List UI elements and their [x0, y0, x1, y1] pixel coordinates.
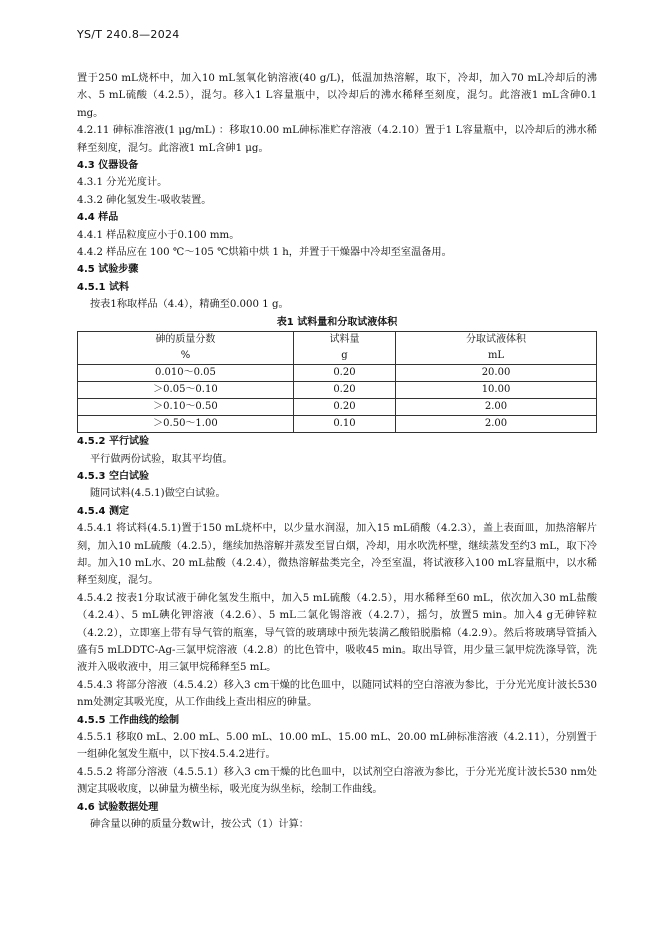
- clause-4-5-5-1: 4.5.5.1 移取0 mL、2.00 mL、5.00 mL、10.00 mL、15.00 mL、20.00 mL砷标准溶液（4.2.11），分别置于一组砷化氢发生瓶中，以下按4.5.4.2进行。: [77, 732, 597, 761]
- heading-4-5-4: 4.5.4 测定: [77, 505, 129, 517]
- clause-4-5-4-2: 4.5.4.2 按表1分取试液于砷化氢发生瓶中，加入5 mL硫酸（4.2.5），用水稀释至60 mL，依次加入30 mL盐酸（4.2.4）、5 mL碘化钾溶液（4.2.6）、5 mL二氯化锡溶液（4.2.7），摇匀，放置5 min。加入4 g无砷锌粒（4.2.2），立即塞上带有导气管的瓶塞，导气管的玻璃球中预先装满乙酸铅脱脂棉（4.2.9）。然后将玻璃导管插入盛有5 mLDDTC-Ag-三氯甲烷溶液（4.2.8）的比色管中，吸收45 min。取出导管，用少量三氯甲烷洗涤导管，洗液并入吸收液中，用三氯甲烷稀释至5 mL。: [77, 592, 597, 674]
- clause-4-6-text: 砷含量以砷的质量分数w计，按公式（1）计算：: [90, 819, 309, 831]
- heading-4-5: 4.5 试验步骤: [77, 264, 139, 276]
- clause-4-5-4-3: 4.5.4.3 将部分溶液（4.5.4.2）移入3 cm干燥的比色皿中，以随同试料的空白溶液为参比，于分光光度计波长530 nm处测定其吸光度，从工作曲线上查出相应的砷量。: [77, 679, 597, 709]
- heading-4-5-5: 4.5.5 工作曲线的绘制: [77, 714, 179, 726]
- paragraph-continued: 置于250 mL烧杯中，加入10 mL氢氧化钠溶液(40 g/L)，低温加热溶解，取下，冷却，加入70 mL冷却后的沸水、5 mL硫酸（4.2.5），混匀。移入1 L容量瓶中，以冷却后的沸水稀释至刻度，混匀。此溶液1 mL含砷0.1 mg。: [77, 73, 597, 119]
- clause-4-5-3-text: 随同试料(4.5.1)做空白试验。: [90, 488, 226, 500]
- table-cell: 2.00: [396, 399, 597, 416]
- table-row: [78, 365, 597, 382]
- heading-4-3: 4.3 仪器设备: [77, 160, 139, 172]
- clause-4-5-5-2: 4.5.5.2 将部分溶液（4.5.5.1）移入3 cm干燥的比色皿中，以试剂空白溶液为参比，于分光光度计波长530 nm处测定其吸收度，以砷量为横坐标，吸光度为纵坐标，绘制工作曲线。: [77, 766, 597, 796]
- heading-4-5-2: 4.5.2 平行试验: [77, 436, 149, 448]
- clause-4-2-11: 4.2.11 砷标准溶液(1 μg/mL) ：移取10.00 mL砷标准贮存溶液（4.2.10）置于1 L容量瓶中，以冷却后的沸水稀释至刻度，混匀。此溶液1 mL含砷1 μg。: [77, 125, 597, 154]
- table-cell: ＞0.50～1.00: [78, 416, 294, 433]
- table-cell: 10.00: [396, 382, 597, 399]
- table-cell: 0.010～0.05: [78, 365, 294, 382]
- table-cell: ＞0.05～0.10: [78, 382, 294, 399]
- table-cell: 0.20: [293, 365, 395, 382]
- table-cell: 2.00: [396, 416, 597, 433]
- table-cell: 0.20: [293, 399, 395, 416]
- table-cell: 0.20: [293, 382, 395, 399]
- clause-4-5-1-text: 按表1称取样品（4.4），精确至0.000 1 g。: [90, 299, 289, 311]
- heading-4-5-3: 4.5.3 空白试验: [77, 470, 149, 482]
- table-row: [78, 416, 597, 433]
- table-cell: 20.00: [396, 365, 597, 382]
- header-cell: 试料量: [293, 332, 395, 349]
- clause-4-3-2: 4.3.2 砷化氢发生-吸收装置。: [77, 194, 212, 206]
- heading-4-6: 4.6 试验数据处理: [77, 801, 159, 813]
- clause-4-5-4-1: 4.5.4.1 将试料(4.5.1)置于150 mL烧杯中，以少量水润湿，加入15 mL硝酸（4.2.3），盖上表面皿，加热溶解片刻，加入10 mL硫酸（4.2.5），继续加热溶解并蒸发至冒白烟，冷却，用水吹洗杯壁，继续蒸发至约3 mL，取下冷却。加入10 mL水、20 mL盐酸（4.2.4），微热溶解盐类完全，冷至室温，将试液移入100 mL容量瓶中，以水稀释至刻度，混匀。: [77, 523, 597, 587]
- heading-4-4: 4.4 样品: [77, 212, 119, 224]
- clause-4-4-2: 4.4.2 样品应在 100 ℃～105 ℃烘箱中烘 1 h，并置于干燥器中冷却至室温备用。: [77, 247, 452, 259]
- clause-4-4-1: 4.4.1 样品粒度应小于0.100 mm。: [77, 229, 240, 241]
- clause-4-5-2-text: 平行做两份试验，取其平均值。: [90, 453, 233, 465]
- unit-cell: g: [293, 348, 395, 365]
- sample-table: [77, 331, 597, 433]
- table-cell: ＞0.10～0.50: [78, 399, 294, 416]
- document-body: [77, 70, 597, 833]
- header-cell: 分取试液体积: [396, 332, 597, 349]
- standard-number: YS/T 240.8—2024: [77, 28, 180, 41]
- table-cell: 0.10: [293, 416, 395, 433]
- heading-4-5-1: 4.5.1 试料: [77, 281, 129, 293]
- header-cell: 砷的质量分数: [78, 332, 294, 349]
- table-header-row: [78, 332, 597, 349]
- table-caption: 表1 试料量和分取试液体积: [276, 316, 398, 328]
- clause-4-3-1: 4.3.1 分光光度计。: [77, 177, 168, 189]
- unit-cell: mL: [396, 348, 597, 365]
- table-row: [78, 382, 597, 399]
- table-row: [78, 399, 597, 416]
- table-unit-row: [78, 348, 597, 365]
- unit-cell: %: [78, 348, 294, 365]
